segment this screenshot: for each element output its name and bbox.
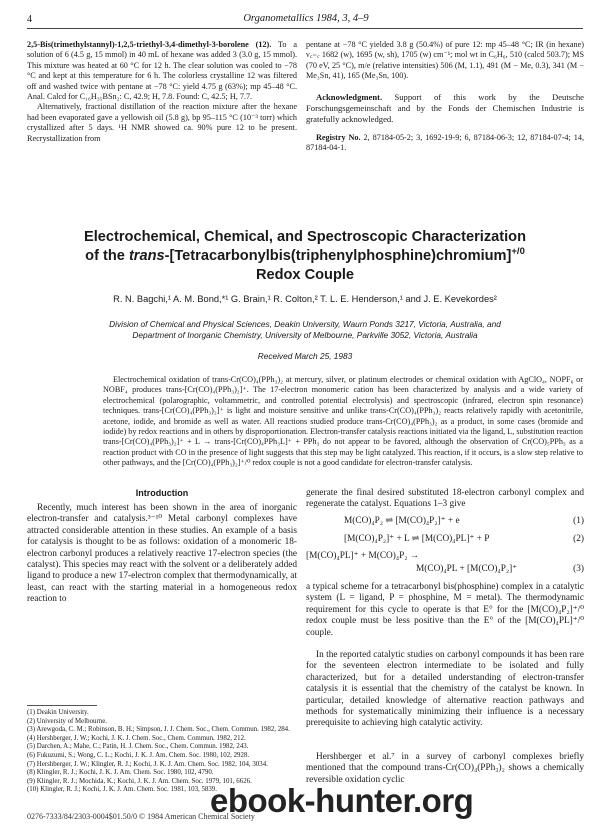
footnote-item: (8) Klingler, R. J.; Kochi, J. K. J. Am. Chem. Soc. 1980, 102, 4790. [27,769,214,777]
title-line-2: of the trans-[Tetracarbonylbis(triphenylphosphine)chromium]$^{+/0}$ [85,246,525,264]
prev-experimental-paragraph [27,40,297,102]
journal-header: Organometallics 1984, 3, 4–9 [243,13,369,24]
title-line-3: Redox Couple [255,267,355,283]
acknowledgment-heading: Acknowledgment. [316,91,383,102]
compound-procedure: To a solution of 6 (4.5 g, 15 mmol) in 40 mL of hexane was added 3 (3.0 g, 15 mmol). This mixture was heated at 60 °C for 12 h. The clear solution was cooled to −78 °C and kept at this temperature for 6 h. The colorless crystalline 12 was filtered off and washed twice with pentane at −78 °C: yield 4.75 g (63%); mp 45–48 °C. Anal. Calcd for C₁₆H₃₅BSn₂: C, 42.9; H, 7.8. Found: C, 42.5; H, 7.7. [27,40,297,102]
acknowledgment-body: Support of this work by the Deutsche Forschungsgemeinschaft and by the Fonds der Chemischen Industrie is gratefully acknowledged. [306,91,584,124]
introduction-heading: Introduction [135,488,189,498]
received-date: Received March 25, 1983 [257,351,353,361]
affiliation-melbourne: Department of Inorganic Chemistry, University of Melbourne, Parkville 3052, Victoria, Australia [132,330,478,340]
registry-paragraph [306,133,584,154]
copyright-line: 0276-7333/84/2303-0004$01.50/0 © 1984 American Chemical Society [27,812,255,821]
prev-alternative-paragraph: Alternatively, fractional distillation of the reaction mixture after the hexane had been evaporated gave a yellowish oil (5.8 g), bp 95–115 °C (10⁻³ torr) which crystallized after 5 days. ¹H NMR showed ca. 90% pure 12 to be present. Recrystallization from [27,102,297,143]
right-hershberger-paragraph: Hershberger et al.⁷ in a survey of carbonyl complexes briefly mentioned that the compound trans-Cr(CO)₄(PPh₃)₂ shows a chemically reversible oxidation cyclic [306,752,584,785]
equation-3-line-1: [M(CO)₄PL]⁺ + M(CO)₄P₂ → [306,551,420,561]
footnote-rule [27,705,97,706]
footnote-item: (6) Fukuzumi, S.; Wong, C. L.; Kochi, J. K. J. Am. Chem. Soc. 1980, 102, 2928. [27,751,250,759]
equation-1: M(CO)₄P₂ ⇌ [M(CO)₄P₂]⁺ + e (1) [344,516,584,526]
affiliations [60,319,550,341]
footnote-item: (5) Darchen, A.; Mahe, C.; Patin, H. J. Chem. Soc., Chem. Commun. 1982, 243. [27,743,249,751]
article-title [27,228,583,285]
abstract: Electrochemical oxidation of trans-Cr(CO)₄(PPh₃)₂ at mercury, silver, or platinum electrodes or chemical oxidation with AgClO₄, NOPF₆ or NOBF₄ produces trans-[Cr(CO)₄(PPh₃)₂]⁺. The 17-electron monomeric cation has been characterized by analysis and a wide variety of electrochemical (polarographic, voltammetric, and controlled potential electrolysis) and spectroscopic (infrared, electron spin resonance) techniques. trans-[Cr(CO)₄(PPh₃)₂]⁺ is light and moisture sensitive and unlike trans-Cr(CO)₄(PPh₃)₂ reacts relatively rapidly with acetonitrile, acetone, iodide, and bromide as well as water. All reactions studied produce trans-Cr(CO)₄(PPh₃)₂ as a product, in some cases (bromide and iodide) by redox reactions and in others by disproportionation. Electron-transfer catalysis reactions initiated via the ligand, L, substitution reaction trans-[Cr(CO)₄(PPh₃)₂]⁺ + L → trans-[Cr(CO)₄PPh₃L]⁺ + PPh₃ do not appear to be favored, although the observation of Cr(CO)₅PPh₃ as a reaction product with CO in the presence of light suggests that this step may be light catalyzed. This reaction, if it occurs, is a slow step relative to other pathways, and the [Cr(CO)₄(PPh₃)₂]⁺/⁰ redox couple is not a good candidate for electron-transfer catalysis. [103,375,583,468]
introduction-paragraph: Recently, much interest has been shown in the area of inorganic electron-transfer and catalysis.³⁻¹⁰ Metal carbonyl complexes have attracted considerable attention in these studies. An example of a basis for catalysis is thought to be as follows: oxidation of a monomeric 18-electron carbonyl produces a relatively reactive 17-electron species (the catalyst). This species may react with the solvent or a deliberately added ligand to produce a new 17-electron complex that thermodynamically, at least, can react with the starting material in a homogeneous redox reaction to [27,503,297,605]
footnote-item: (7) Hershberger, J. W.; Klingler, R. J.; Kochi, J. K. J. Am. Chem. Soc. 1982, 104, 3034. [27,760,268,768]
footnote-item: (9) Klingler, R. J.; Mochida, K.; Kochi, J. K. J. Am. Chem. Soc. 1979, 101, 6626. [27,777,252,785]
header-rule [27,28,583,29]
footnote-item: (4) Hershberger, J. W.; Kochi, J. K. J. Chem. Soc., Chem. Commun. 1982, 212. [27,734,246,742]
footnote-item: (3) Arewgoda, C. M.; Robinson, B. H.; Simpson, J. J. Chem. Soc., Chem. Commun. 1982, 284. [27,726,290,734]
right-intro-paragraph: generate the final desired substituted 18-electron carbonyl complex and regenerate the catalyst. Equations 1–3 give [306,488,584,510]
prev-characterization-paragraph: pentane at −78 °C yielded 3.8 g (50.4%) of pure 12: mp 45–48 °C; IR (in hexane) ν꜀₌꜀ 1682 (w), 1695 (w, sh), 1705 (w) cm⁻¹; mol wt in C₆H₆, 510 (calcd 503.7); MS (70 eV, 25 °C), m/e (relative intensities) 506 (M, 1.1), 491 (M − Me, 0.3), 341 (M − Me₃Sn, 41), 165 (Me₃Sn, 100). [306,40,584,81]
equation-3-line-2: M(CO)₄PL + [M(CO)₄P₂]⁺ (3) [416,564,584,574]
watermark-logo: ebook-hunter.org [210,782,474,819]
acknowledgment-paragraph [306,92,584,125]
title-line-1: Electrochemical, Chemical, and Spectroscopic Characterization [83,229,527,245]
compound-heading: 2,5-Bis(trimethylstannyl)-1,2,5-triethyl-3,4-dimethyl-3-borolene (12). [27,40,272,49]
registry-heading: Registry No. [316,132,361,142]
author-list: R. N. Bagchi,¹ A. M. Bond,*¹ G. Brain,¹ R. Colton,² T. L. E. Henderson,¹ and J. E. Kevekordes² [113,294,497,304]
page-number: 4 [27,14,32,25]
prev-article-right-column [306,40,584,153]
equation-2: [M(CO)₄P₂]⁺ + L ⇌ [M(CO)₄PL]⁺ + P (2) [344,534,584,544]
affiliation-deakin: Division of Chemical and Physical Sciences, Deakin University, Waurn Ponds 3217, Victoria, Australia, and [109,319,501,329]
right-catalysis-paragraph: In the reported catalytic studies on carbonyl compounds it has been rare for the seventeen electron intermediate to be isolated and fully characterized, but for a detailed understanding of electron-transfer catalysis it is essential that the chemistry of the catalyst be known. In particular, detailed knowledge of alternative reaction pathways and methods for systematically minimizing their influence is a necessary prerequisite to achieving high catalytic activity. [306,650,584,729]
prev-article-left-column [27,40,297,144]
footnote-item: (10) Klingler, R. J.; Kochi, J. K. J. Am. Chem. Soc. 1981, 103, 5839. [27,786,217,794]
footnote-item: (1) Deakin University. [27,709,89,716]
right-scheme-paragraph: a typical scheme for a tetracarbonyl bis(phosphine) complex in a catalytic system (L = ligand, P = phosphine, M = metal). The thermodynamic requirement for this cycle to operate is that E° for the [M(CO)₄P₂]⁺/⁰ redox couple must be less positive than the E° of the [M(CO)₄PL]⁺/⁰ couple. [306,582,584,638]
registry-body: 2, 87184-05-2; 3, 1692-19-9; 6, 87184-06-3; 12, 87184-07-4; 14, 87184-04-1. [306,132,584,153]
footnote-item: (2) University of Melbourne. [27,717,107,725]
